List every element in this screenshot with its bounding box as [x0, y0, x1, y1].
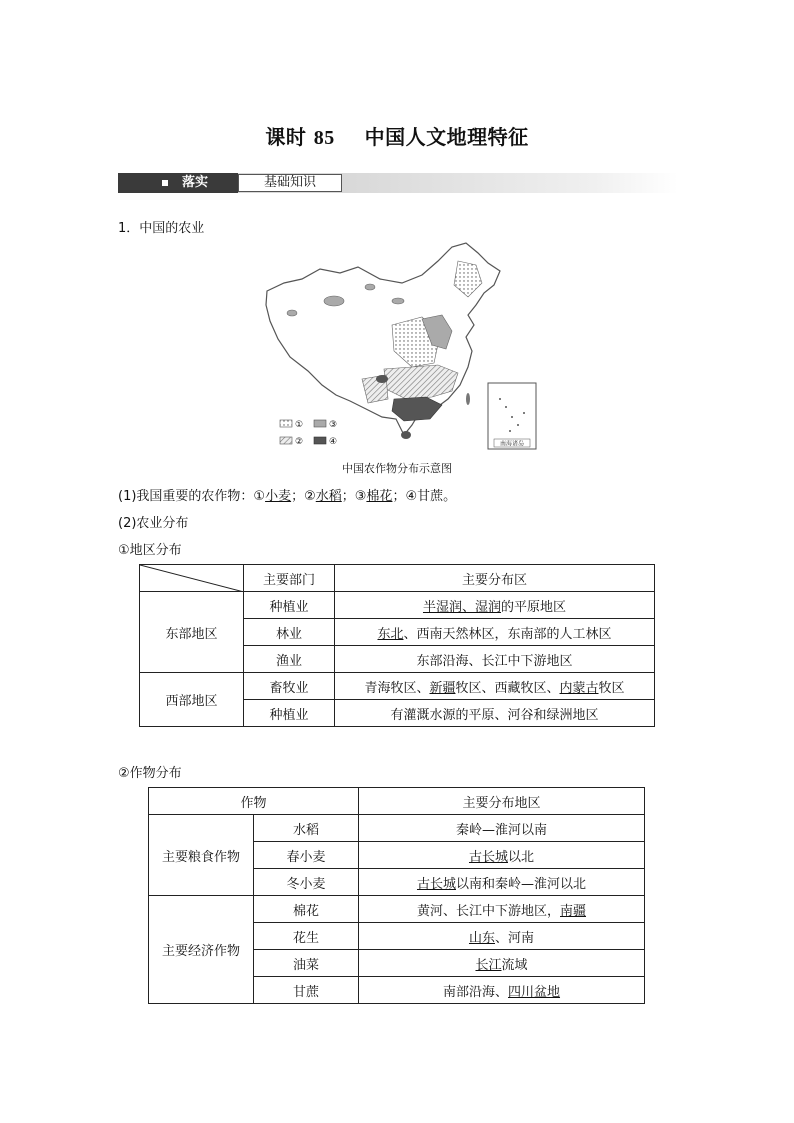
- grain-crops: 主要粮食作物: [149, 815, 254, 896]
- title-main: 中国人文地理特征: [364, 125, 529, 149]
- header-crop: 作物: [149, 788, 359, 815]
- table-row: 林业 东北、西南天然林区，东南部的人工林区: [140, 619, 655, 646]
- table-row: 油菜 长江流域: [149, 950, 645, 977]
- header-area: 主要分布区: [335, 565, 655, 592]
- table-row: 主要经济作物 棉花 黄河、长江中下游地区，南疆: [149, 896, 645, 923]
- cash-crops: 主要经济作物: [149, 896, 254, 1004]
- crop-2: 水稻: [315, 489, 342, 504]
- table-row: 甘蔗 南部沿海、四川盆地: [149, 977, 645, 1004]
- legend-3-label: ③: [329, 420, 338, 430]
- banner-dark-tab: [118, 173, 238, 193]
- table-row: 春小麦 古长城以北: [149, 842, 645, 869]
- map-caption: 中国农作物分布示意图: [342, 462, 452, 475]
- region-table: [139, 564, 655, 727]
- table-row: 西部地区 畜牧业 青海牧区、新疆牧区、西藏牧区、内蒙古牧区: [140, 673, 655, 700]
- banner-right-label: 基础知识: [238, 174, 342, 192]
- legend-4-label: ④: [329, 437, 338, 447]
- table-row: 花生 山东、河南: [149, 923, 645, 950]
- region-east: 东部地区: [140, 592, 244, 673]
- region-west: 西部地区: [140, 673, 244, 727]
- title-number: 85: [313, 127, 335, 149]
- subheading-crop: ②作物分布: [118, 766, 182, 781]
- legend-2-label: ②: [295, 437, 304, 447]
- crop-1: 小麦: [265, 489, 292, 504]
- table-row: 冬小麦 古长城以南和秦岭—淮河以北: [149, 869, 645, 896]
- china-crop-map: [262, 239, 537, 454]
- header-dept: 主要部门: [244, 565, 335, 592]
- table-row: [149, 788, 645, 815]
- crop-3: 棉花: [366, 489, 393, 504]
- subheading-distribution: (2)农业分布: [118, 516, 189, 531]
- diagonal-line: [140, 565, 244, 592]
- table-row: [140, 565, 655, 592]
- crop-table: [148, 787, 645, 1004]
- table-row: 主要粮食作物 水稻 秦岭—淮河以南: [149, 815, 645, 842]
- subheading-region: ①地区分布: [118, 543, 182, 558]
- legend-1-label: ①: [295, 420, 304, 430]
- diagonal-header-cell: [140, 565, 244, 592]
- china-map-figure: [262, 239, 537, 454]
- inset-label: 南海诸岛: [499, 440, 525, 448]
- table-row: 东部地区 种植业 半湿润、湿润的平原地区: [140, 592, 655, 619]
- title-prefix: 课时: [265, 125, 307, 149]
- table-row: 种植业 有灌溉水源的平原、河谷和绿洲地区: [140, 700, 655, 727]
- section-heading: 1．中国的农业: [118, 221, 205, 236]
- crops-line: (1)我国重要的农作物：①小麦；②水稻；③棉花；④甘蔗。: [118, 489, 457, 504]
- table-row: 渔业 东部沿海、长江中下游地区: [140, 646, 655, 673]
- page-title: [0, 121, 794, 150]
- square-bullet-icon: [162, 180, 168, 186]
- section-banner: [118, 173, 678, 193]
- header-crop-area: 主要分布地区: [359, 788, 645, 815]
- banner-left-label: 落实: [182, 175, 209, 190]
